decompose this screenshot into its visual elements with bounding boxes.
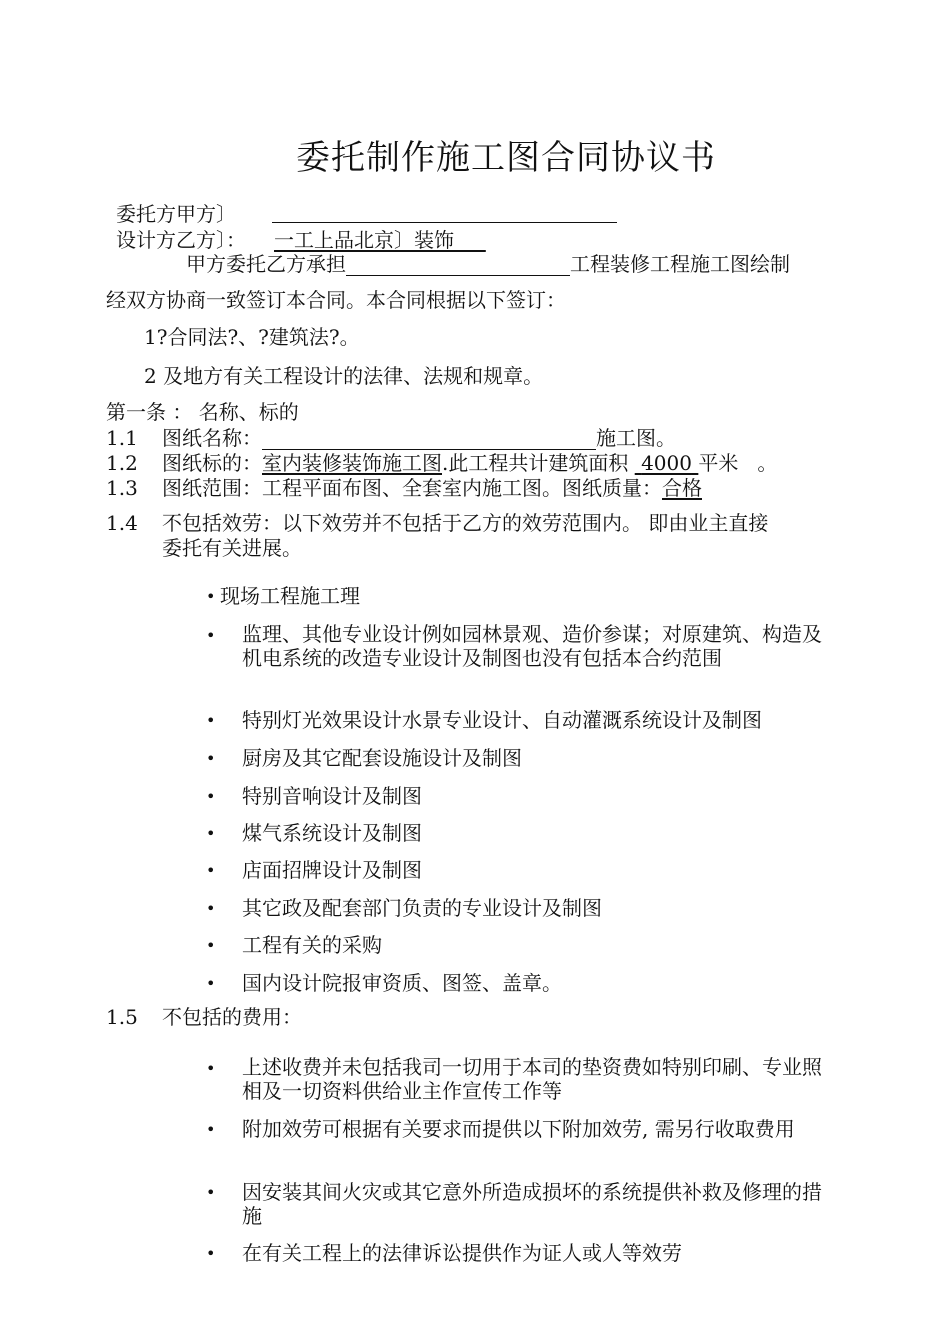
list-item: 其它政及配套部门负责的专业设计及制图 xyxy=(242,896,602,920)
area-unit: 平米 xyxy=(698,451,739,475)
agreement-line: 经双方协商一致签订本合同。本合同根据以下签订： xyxy=(106,288,566,312)
item-1-5-label: 不包括的费用： xyxy=(162,1005,302,1029)
item-1-2 xyxy=(162,451,777,475)
item-1-1-num: 1.1 xyxy=(106,426,138,450)
party-a-blank[interactable] xyxy=(272,222,617,223)
item-1-1-suffix: 施工图。 xyxy=(596,426,676,450)
list-item: 厨房及其它配套设施设计及制图 xyxy=(242,746,522,770)
list-item: 上述收费并未包括我司一切用于本司的垫资费如特别印刷、专业照相及一切资料供给业主作宣传工作等 xyxy=(242,1055,822,1103)
bullet-marker: • xyxy=(206,587,216,606)
list-item: 特别灯光效果设计水景专业设计、自动灌溉系统设计及制图 xyxy=(242,708,762,732)
item-1-2-end: 。 xyxy=(757,451,778,475)
bullet-marker: • xyxy=(206,974,216,993)
item-1-5-num: 1.5 xyxy=(106,1005,138,1029)
item-1-2-label: 图纸标的： xyxy=(162,451,262,475)
list-item: 特别音响设计及制图 xyxy=(242,784,422,808)
bullet-marker: • xyxy=(206,1183,216,1202)
bullet-marker: • xyxy=(206,749,216,768)
item-1-3-label: 图纸范围：工程平面布图、全套室内施工图。图纸质量： xyxy=(162,476,662,500)
document-title: 委托制作施工图合同协议书 xyxy=(296,138,716,178)
item-1-1 xyxy=(162,426,676,450)
bullet-marker: • xyxy=(206,936,216,955)
item-1-4-num: 1.4 xyxy=(106,511,138,535)
item-1-2-num: 1.2 xyxy=(106,451,138,475)
list-item: 煤气系统设计及制图 xyxy=(242,821,422,845)
bullet-marker: • xyxy=(206,1120,216,1139)
item-1-2-middle: .此工程共计建筑面积 xyxy=(442,451,629,475)
party-b-value: 一工上品北京〕装饰 xyxy=(274,228,454,252)
article-1-heading: 第一条 ： 名称、标的 xyxy=(106,400,299,424)
project-name-blank[interactable] xyxy=(346,255,570,276)
party-b-label: 设计方乙方〕： xyxy=(116,228,246,252)
item-1-4-line-1: 不包括效劳：以下效劳并不包括于乙方的效劳范围内。 即由业主直接 xyxy=(162,511,769,535)
basis-item-1: 1?合同法?、?建筑法?。 xyxy=(144,325,360,349)
item-1-4-line-2: 委托有关进展。 xyxy=(162,536,302,560)
drawing-name-blank[interactable] xyxy=(262,429,596,450)
bullet-marker: • xyxy=(206,787,216,806)
commission-suffix: 工程装修工程施工图绘制 xyxy=(570,252,790,276)
bullet-marker: • xyxy=(206,1059,216,1078)
list-item: 现场工程施工理 xyxy=(220,584,360,608)
list-item: 工程有关的采购 xyxy=(242,933,382,957)
party-a-label: 委托方甲方〕 xyxy=(116,202,236,226)
item-1-3-num: 1.3 xyxy=(106,476,138,500)
bullet-marker: • xyxy=(206,824,216,843)
bullet-marker: • xyxy=(206,1244,216,1263)
list-item: 附加效劳可根据有关要求而提供以下附加效劳, 需另行收取费用 xyxy=(242,1117,795,1141)
basis-item-2: 2 及地方有关工程设计的法律、法规和规章。 xyxy=(144,364,544,388)
bullet-marker: • xyxy=(206,626,216,645)
bullet-marker: • xyxy=(206,899,216,918)
commission-line xyxy=(186,252,790,276)
bullet-marker: • xyxy=(206,861,216,880)
drawing-subject-value: 室内装修装饰施工图 xyxy=(262,451,442,475)
bullet-marker: • xyxy=(206,711,216,730)
list-item: 店面招牌设计及制图 xyxy=(242,858,422,882)
list-item: 在有关工程上的法律诉讼提供作为证人或人等效劳 xyxy=(242,1241,682,1265)
item-1-3 xyxy=(162,476,702,500)
item-1-1-label: 图纸名称： xyxy=(162,426,262,450)
building-area-value: 4000 xyxy=(641,451,692,475)
list-item: 监理、其他专业设计例如园林景观、造价参谋；对原建筑、构造及机电系统的改造专业设计及制图也没有包括本合约范围 xyxy=(242,622,822,670)
commission-prefix: 甲方委托乙方承担 xyxy=(186,252,346,276)
list-item: 因安装其间火灾或其它意外所造成损坏的系统提供补救及修理的措施 xyxy=(242,1180,822,1228)
drawing-quality-value: 合格 xyxy=(662,476,702,500)
list-item: 国内设计院报审资质、图签、盖章。 xyxy=(242,971,562,995)
